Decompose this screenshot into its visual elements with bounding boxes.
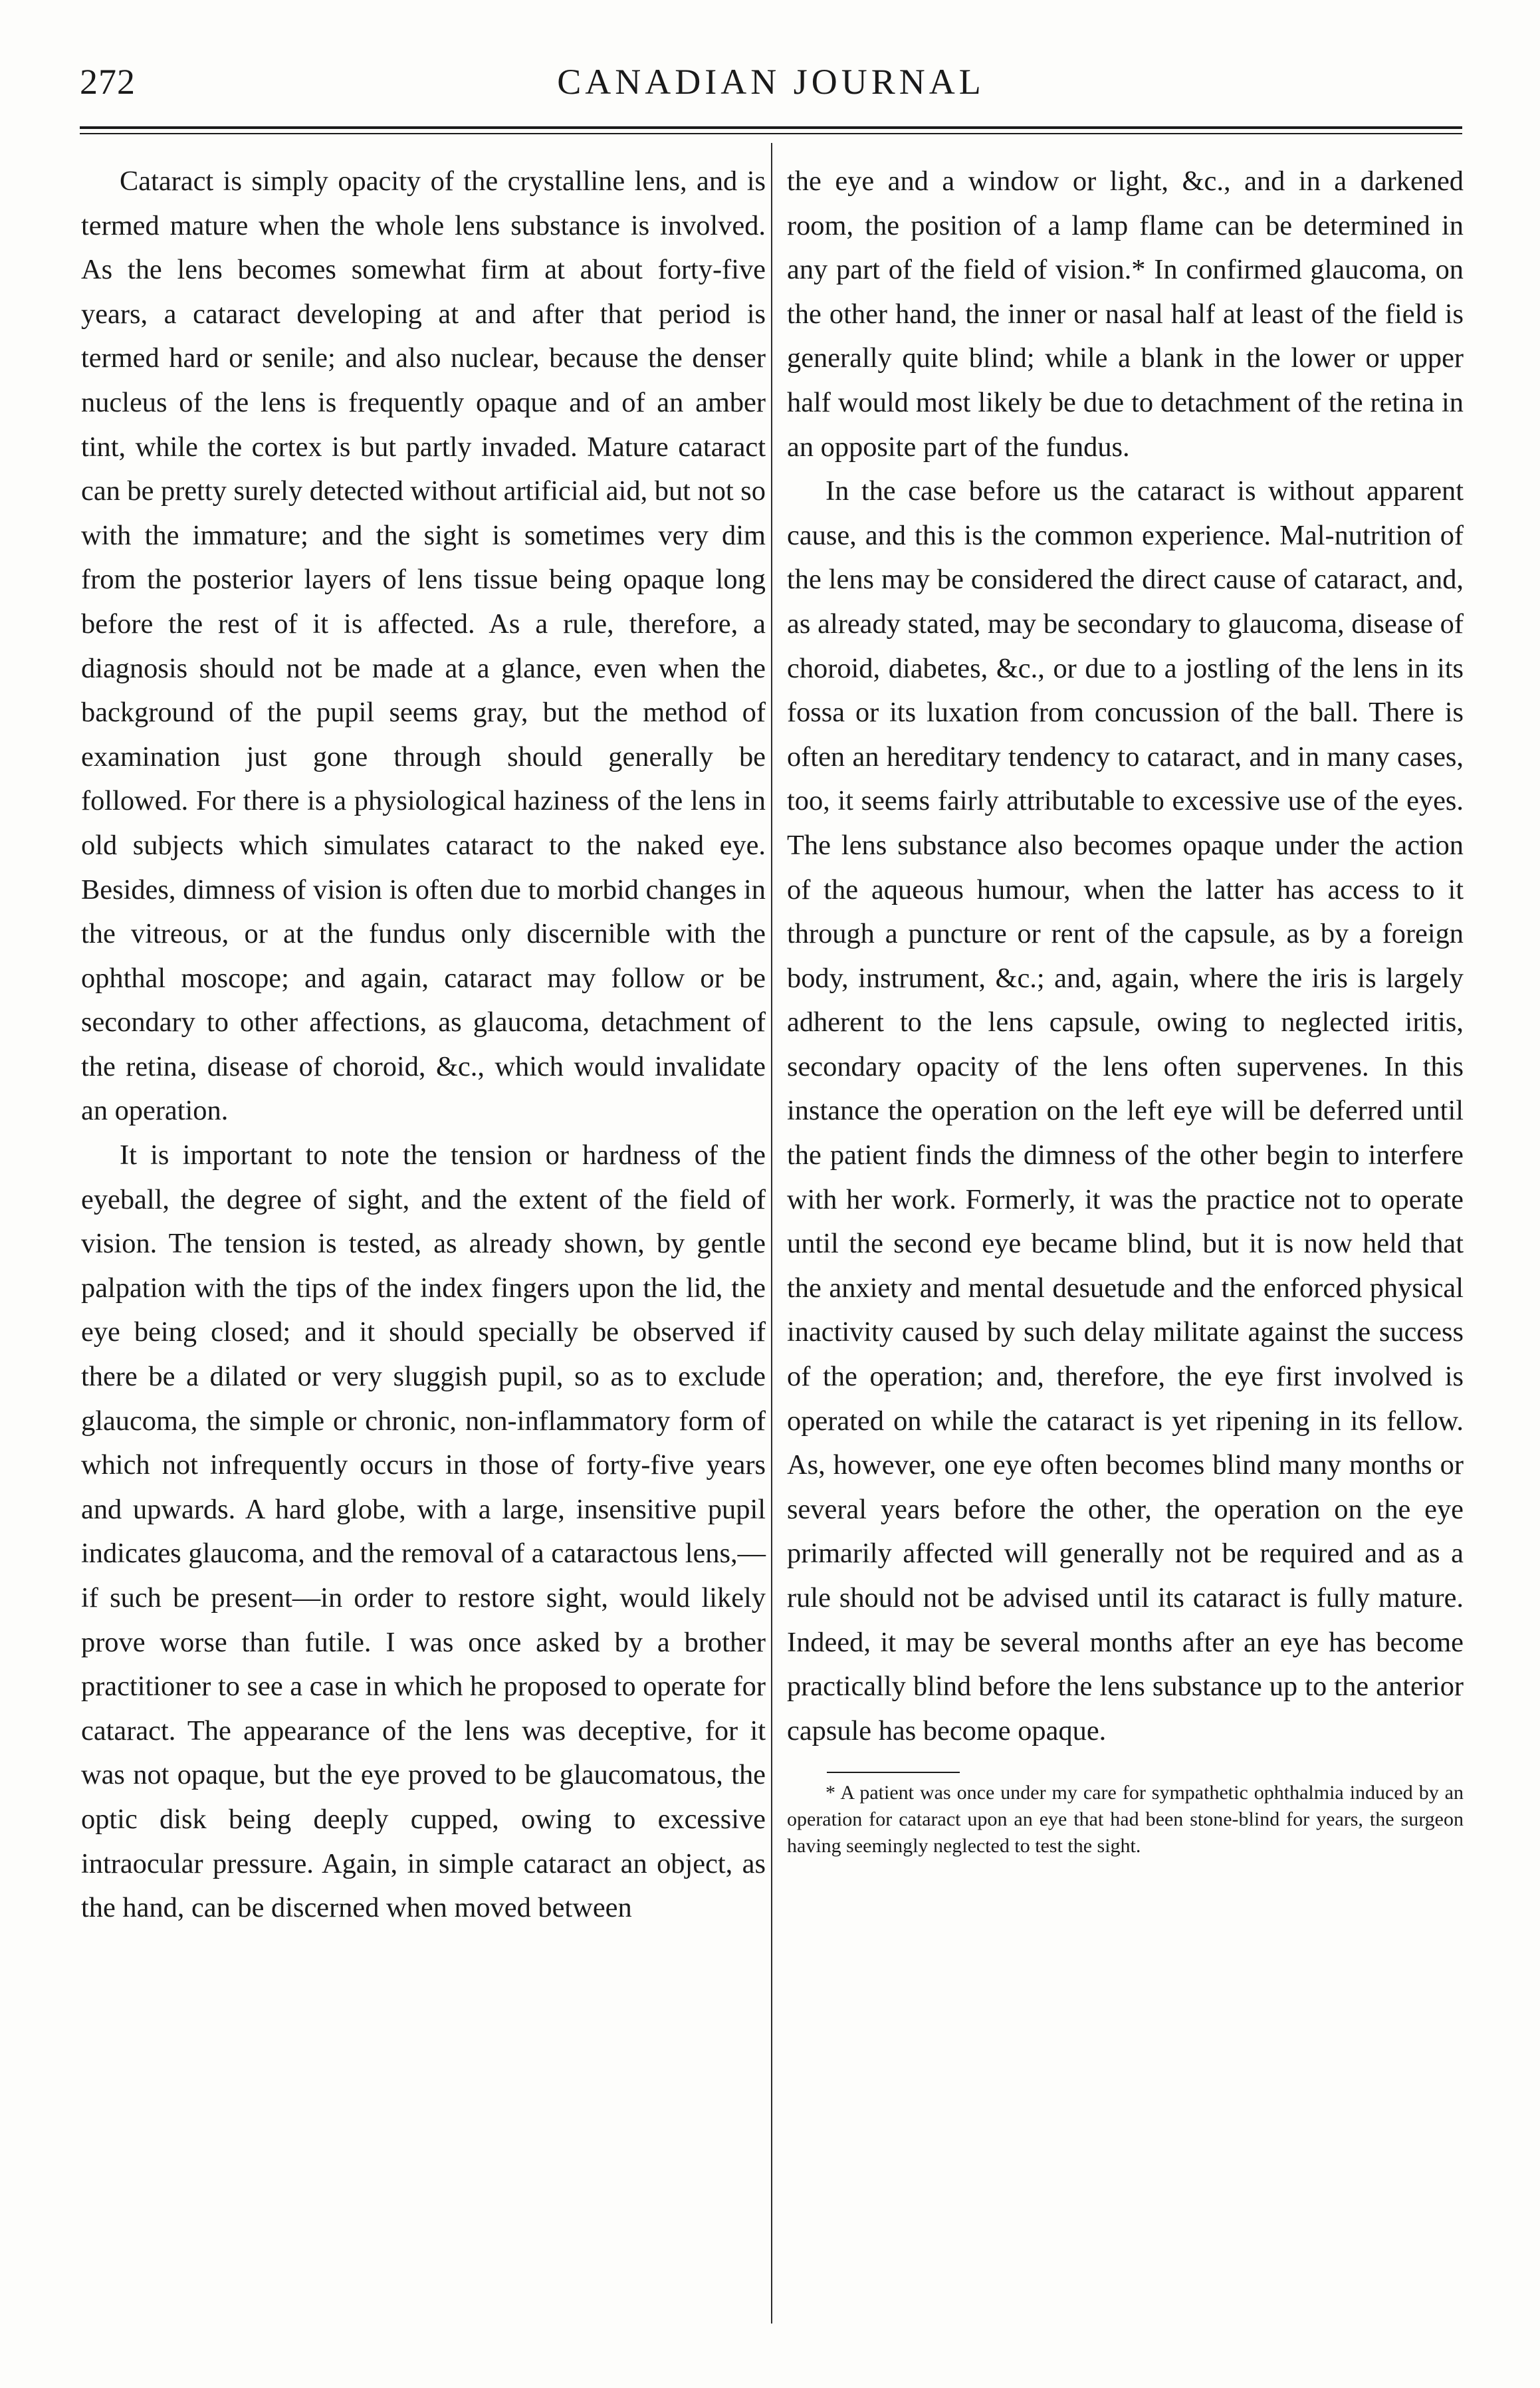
- left-column: [81, 160, 766, 1931]
- column-divider: [771, 143, 772, 2324]
- header-rule-top: [80, 126, 1462, 129]
- page-header: [80, 61, 1462, 114]
- left-paragraph-2: It is important to note the tension or hardness of the eyeball, the degree of sight, and the extent of the field of vision. The tension is tested, as already shown, by gentle palpation with the tips of the index fingers upon the lid, the eye being closed; and it should specially be observed if there be a dilated or very sluggish pupil, so as to exclude glaucoma, the simple or chronic, non-inflammatory form of which not infrequently occurs in those of forty-five years and upwards. A hard globe, with a large, insensitive pupil indicates glaucoma, and the removal of a cataractous lens,—if such be present—in order to restore sight, would likely prove worse than futile. I was once asked by a brother practitioner to see a case in which he proposed to operate for cataract. The appearance of the lens was deceptive, for it was not opaque, but the eye proved to be glaucomatous, the optic disk being deeply cupped, owing to excessive intraocular pressure. Again, in simple cataract an object, as the hand, can be discerned when moved between: [81, 1139, 766, 1924]
- footnote: * A patient was once under my care for sympathetic ophthalmia induced by an operation for cataract upon an eye that had been stone-blind for years, the surgeon having seemingly neglected to test the sight.: [787, 1782, 1464, 1857]
- right-paragraph-1: the eye and a window or light, &c., and in a darkened room, the position of a lamp flame can be determined in any part of the field of vision.* In confirmed glaucoma, on the other hand, the inner or nasal half at least of the field is generally quite blind; while a blank in the lower or upper half would most likely be due to detachment of the retina in an opposite part of the fundus.: [787, 166, 1464, 463]
- right-paragraph-2: In the case before us the cataract is without apparent cause, and this is the common experience. Mal-nutrition of the lens may be considered the direct cause of cataract, and, as already stated, may be secondary to glaucoma, disease of choroid, diabetes, &c., or due to a jostling of the lens in its fossa or its luxation from concussion of the ball. There is often an hereditary tendency to cataract, and in many cases, too, it seems fairly attributable to excessive use of the eyes. The lens substance also becomes opaque under the action of the aqueous humour, when the latter has access to it through a puncture or rent of the capsule, as by a foreign body, instrument, &c.; and, again, where the iris is largely adherent to the lens capsule, owing to neglected iritis, secondary opacity of the lens often supervenes. In this instance the operation on the left eye will be deferred until the patient finds the dimness of the other begin to interfere with her work. Formerly, it was the practice not to operate until the second eye became blind, but it is now held that the anxiety and mental desuetude and the enforced physical inactivity caused by such delay militate against the success of the operation; and, therefore, the eye first involved is operated on while the cataract is yet ripening in its fellow. As, however, one eye often becomes blind many months or several years before the other, the operation on the eye primarily affected will generally not be required and as a rule should not be advised until its cataract is fully mature. Indeed, it may be several months after an eye has become practically blind before the lens substance up to the anterior capsule has become opaque.: [787, 475, 1464, 1746]
- journal-title: CANADIAN JOURNAL: [557, 62, 985, 102]
- page-number: 272: [80, 62, 136, 102]
- footnote-rule: [827, 1772, 960, 1773]
- right-column: [787, 160, 1464, 1859]
- header-rule-bottom: [80, 133, 1462, 134]
- left-paragraph-1: Cataract is simply opacity of the crystalline lens, and is termed mature when the whole lens substance is involved. As the lens becomes somewhat firm at about forty-five years, a cataract developing at and after that period is termed hard or senile; and also nuclear, because the denser nucleus of the lens is frequently opaque and of an amber tint, while the cortex is but partly invaded. Mature cataract can be pretty surely detected without artificial aid, but not so with the immature; and the sight is sometimes very dim from the posterior layers of lens tissue being opaque long before the rest of it is affected. As a rule, therefore, a diagnosis should not be made at a glance, even when the background of the pupil seems gray, but the method of examination just gone through should generally be followed. For there is a physiological haziness of the lens in old subjects which simulates cataract to the naked eye. Besides, dimness of vision is often due to morbid changes in the vitreous, or at the fundus only discernible with the ophthal moscope; and again, cataract may follow or be secondary to other affections, as glaucoma, detachment of the retina, disease of choroid, &c., which would invalidate an operation.: [81, 166, 766, 1127]
